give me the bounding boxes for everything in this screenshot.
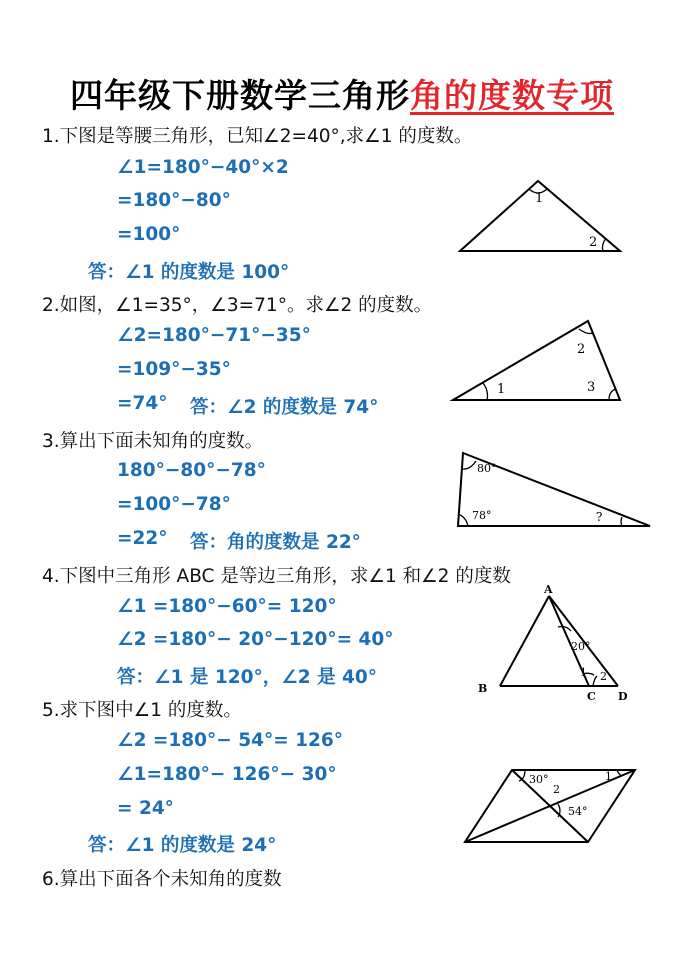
q5-angle-54-label: 54° (568, 805, 588, 818)
q5-answer: 答：∠1 的度数是 24° (88, 835, 277, 856)
q4-angle-20-label: 20° (571, 640, 591, 653)
title-highlight: 角的度数专项 (410, 76, 614, 115)
q2-step-2: =109°−35° (117, 359, 231, 380)
q2-angle-1-label: 1 (497, 382, 506, 397)
q4-step-1: ∠1 =180°−60°= 120° (117, 596, 337, 617)
q2-angle-3-label: 3 (587, 380, 596, 395)
q2-answer: 答：∠2 的度数是 74° (190, 397, 379, 418)
q1-angle-2-label: 2 (589, 235, 598, 250)
q2-step-3: =74° (117, 393, 168, 414)
q5-angle-2-label: 2 (553, 783, 560, 796)
question-2: 2.如图，∠1=35°，∠3=71°。求∠2 的度数。 (42, 295, 433, 316)
question-6: 6.算出下面各个未知角的度数 (42, 869, 282, 890)
q2-triangle-figure (445, 313, 630, 405)
q3-step-2: =100°−78° (117, 494, 231, 515)
q3-answer: 答：角的度数是 22° (190, 532, 361, 553)
question-3: 3.算出下面未知角的度数。 (42, 431, 264, 452)
question-5: 5.求下图中∠1 的度数。 (42, 700, 242, 721)
q3-triangle-figure (450, 445, 655, 535)
q1-step-2: =180°−80° (117, 190, 231, 211)
question-4: 4.下图中三角形 ABC 是等边三角形，求∠1 和∠2 的度数 (42, 566, 511, 587)
q1-step-3: =100° (117, 224, 181, 245)
q2-step-1: ∠2=180°−71°−35° (117, 325, 311, 346)
q3-angle-80-label: 80° (477, 462, 497, 475)
q4-vertex-c-label: C (587, 690, 596, 703)
q3-step-1: 180°−80°−78° (117, 460, 266, 481)
q1-angle-1-label: 1 (535, 191, 544, 206)
q4-angle-1-label: 1 (580, 666, 587, 679)
q4-equilateral-triangle-figure (470, 582, 635, 707)
q2-angle-2-label: 2 (577, 342, 586, 357)
q4-vertex-b-label: B (478, 682, 488, 695)
q5-step-1: ∠2 =180°− 54°= 126° (117, 730, 344, 751)
q5-angle-30-label: 30° (529, 773, 549, 786)
q4-answer: 答：∠1 是 120°，∠2 是 40° (117, 667, 378, 688)
q5-step-2: ∠1=180°− 126°− 30° (117, 764, 337, 785)
q4-vertex-d-label: D (618, 690, 628, 703)
q5-angle-1-label: 1 (605, 770, 612, 783)
q1-answer: 答：∠1 的度数是 100° (88, 262, 290, 283)
question-1: 1.下图是等腰三角形，已知∠2=40°,求∠1 的度数。 (42, 126, 473, 147)
q3-unknown-angle-label: ? (596, 510, 603, 524)
q5-parallelogram-figure (455, 755, 645, 850)
q1-step-1: ∠1=180°−40°×2 (117, 157, 289, 178)
q1-isosceles-triangle-figure (450, 175, 630, 260)
q4-angle-2-label: 2 (600, 670, 607, 683)
q3-angle-78-label: 78° (472, 509, 492, 522)
title-main: 四年级下册数学三角形 (70, 76, 410, 115)
q3-step-3: =22° (117, 528, 168, 549)
q5-step-3: = 24° (117, 798, 174, 819)
page-title (0, 70, 684, 117)
q4-step-2: ∠2 =180°− 20°−120°= 40° (117, 629, 394, 650)
q4-vertex-a-label: A (544, 583, 553, 596)
